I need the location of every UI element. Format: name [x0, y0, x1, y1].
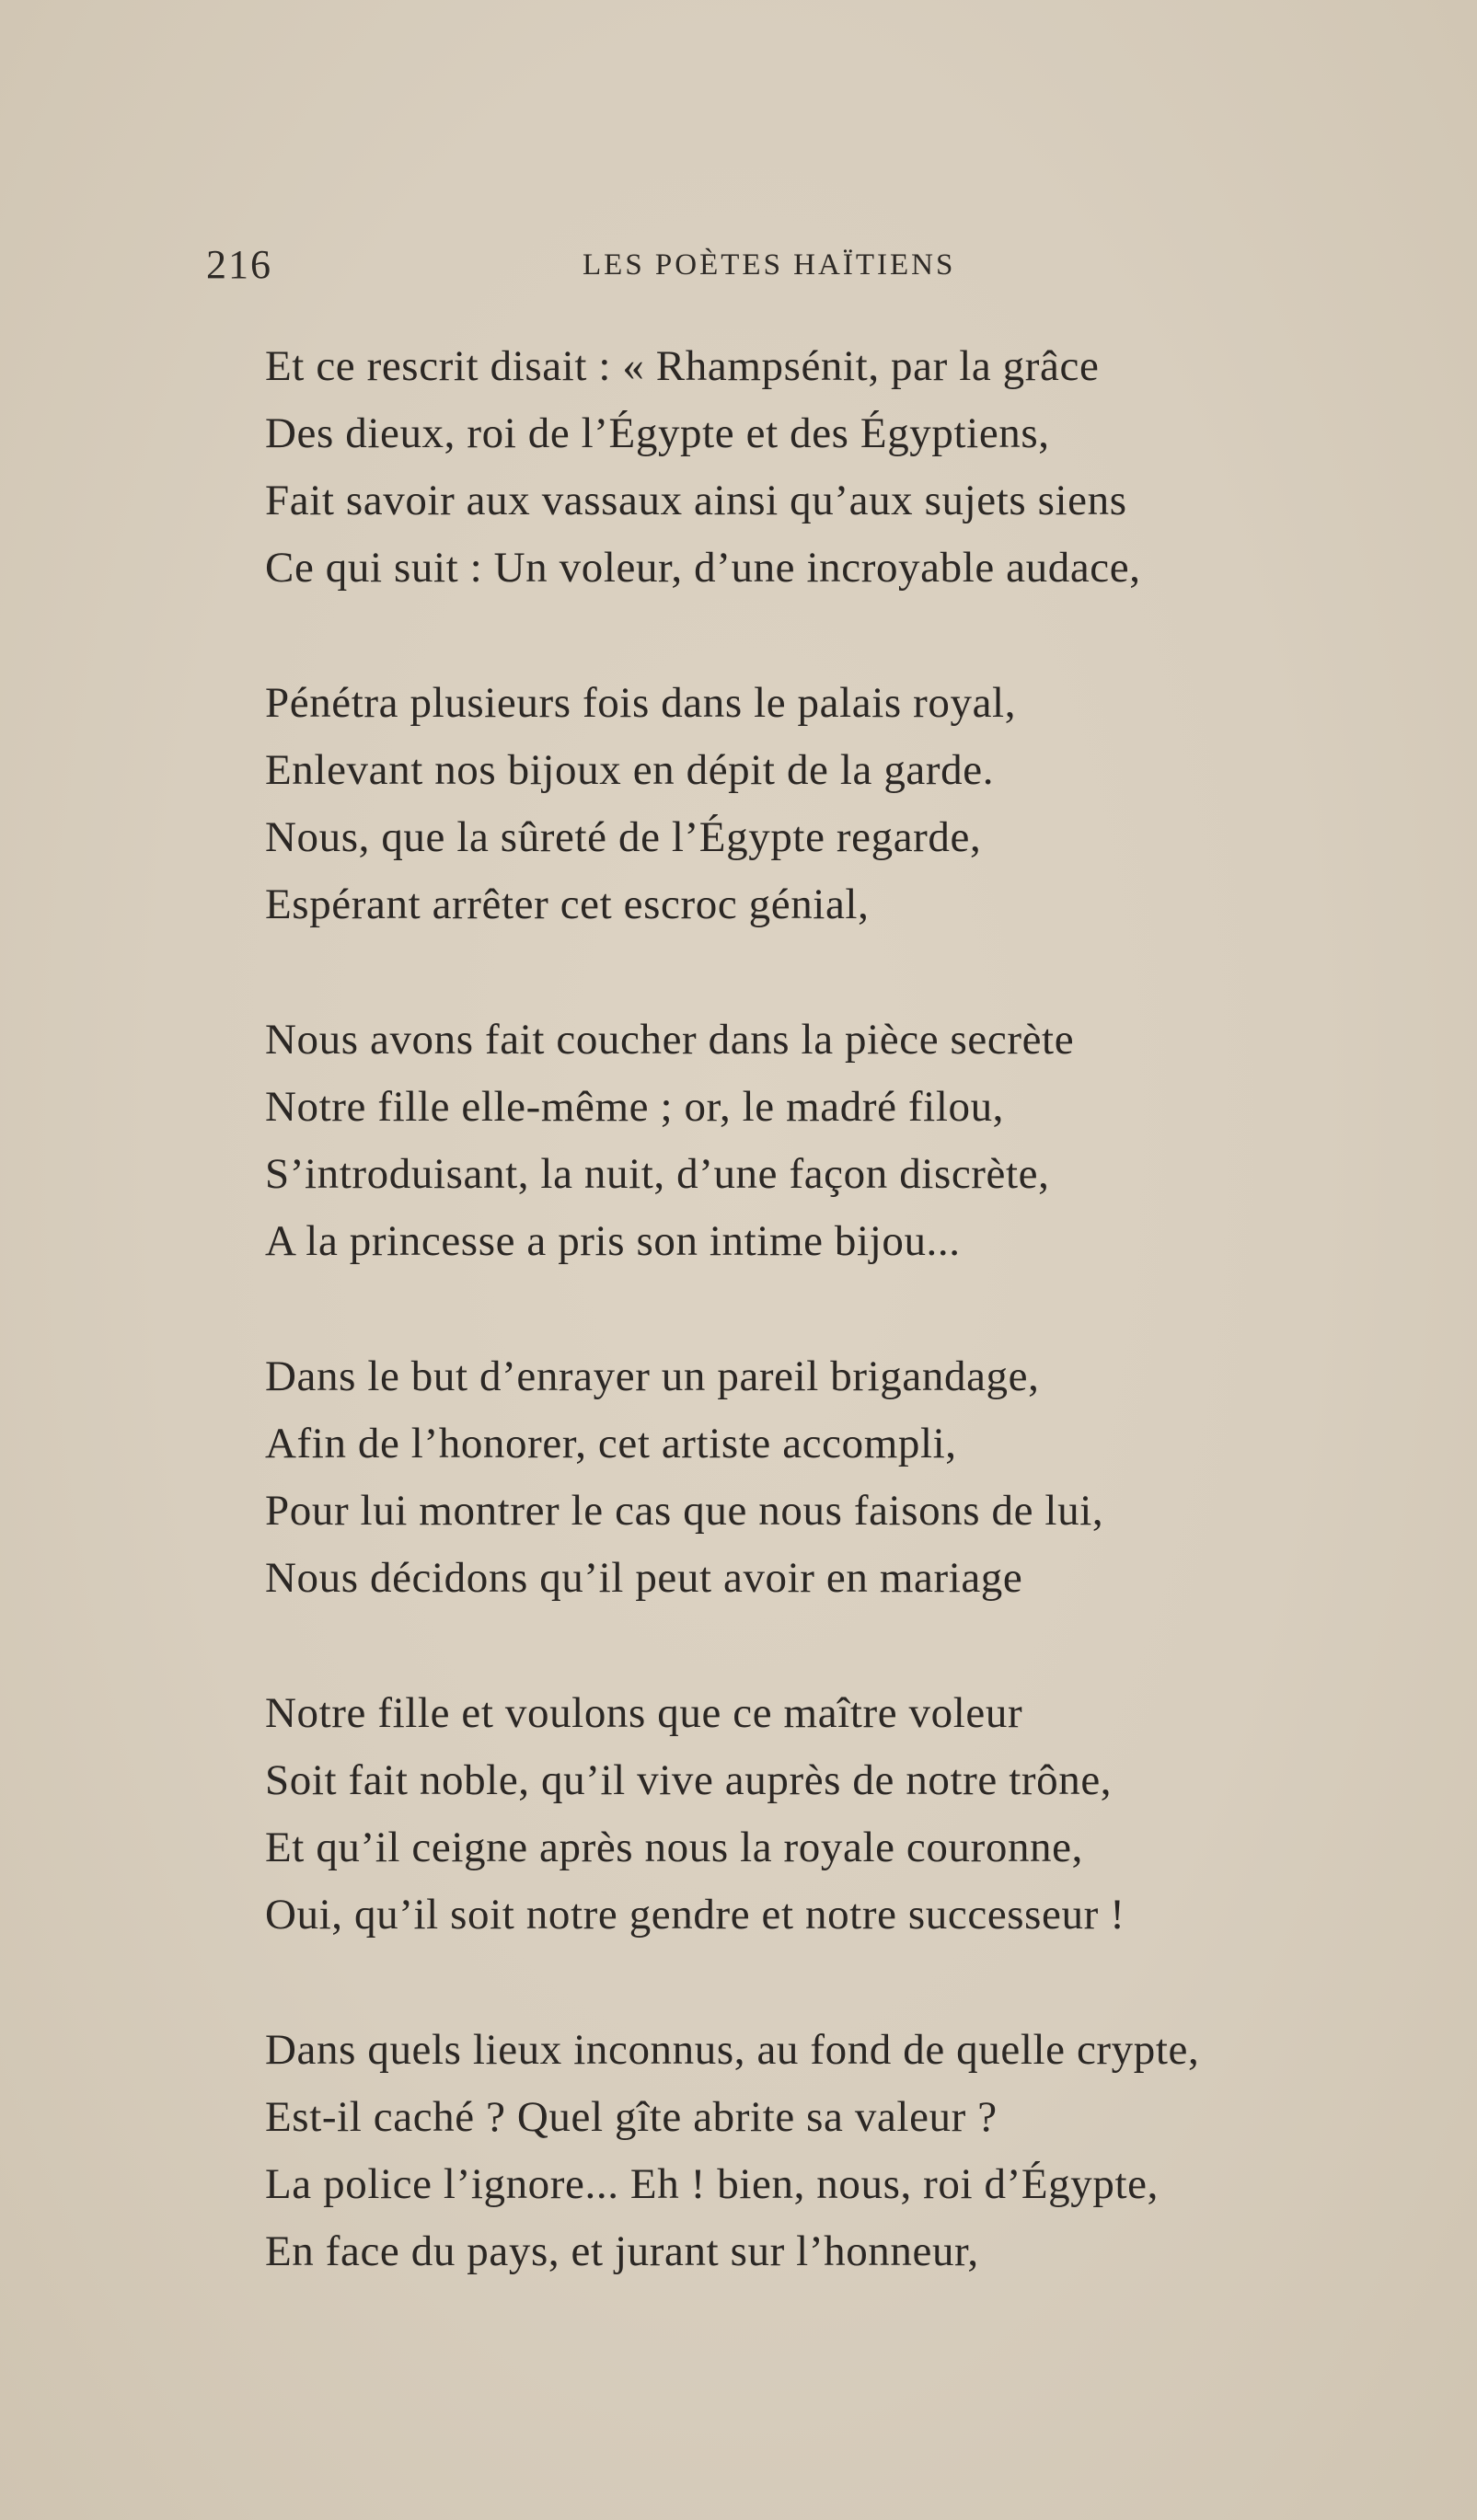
stanza — [265, 2017, 1415, 2285]
verse-line: Pour lui montrer le cas que nous faisons de lui, — [265, 1487, 1104, 1535]
stanza — [265, 1680, 1415, 1949]
verse-line: Des dieux, roi de l’Égypte et des Égyptiens, — [265, 409, 1050, 457]
verse-line: Notre fille et voulons que ce maître voleur — [265, 1689, 1023, 1737]
stanza — [265, 333, 1415, 602]
verse-line: Dans quels lieux inconnus, au fond de quelle crypte, — [265, 2026, 1200, 2074]
verse-line: Enlevant nos bijoux en dépit de la garde. — [265, 746, 995, 794]
verse-line: Ce qui suit : Un voleur, d’une incroyable audace, — [265, 544, 1141, 592]
stanza — [265, 1343, 1415, 1612]
stanza — [265, 1007, 1415, 1275]
verse-line: Nous, que la sûreté de l’Égypte regarde, — [265, 813, 982, 861]
verse-line: Et ce rescrit disait : « Rhampsénit, par la grâce — [265, 342, 1100, 390]
verse-line: Notre fille elle-même ; or, le madré filou, — [265, 1083, 1005, 1131]
verse-line: Nous décidons qu’il peut avoir en mariage — [265, 1554, 1023, 1602]
verse-line: Dans le but d’enrayer un pareil brigandage, — [265, 1352, 1040, 1400]
verse-line: A la princesse a pris son intime bijou... — [265, 1217, 961, 1265]
page-header — [0, 241, 1477, 296]
verse-line: La police l’ignore... Eh ! bien, nous, roi d’Égypte, — [265, 2160, 1159, 2208]
verse-line: Et qu’il ceigne après nous la royale couronne, — [265, 1824, 1083, 1871]
verse-line: Est-il caché ? Quel gîte abrite sa valeur ? — [265, 2093, 998, 2141]
verse-line: Soit fait noble, qu’il vive auprès de notre trône, — [265, 1756, 1113, 1804]
stanza — [265, 670, 1415, 938]
running-title: LES POÈTES HAÏTIENS — [583, 248, 956, 282]
verse-line: Espérant arrêter cet escroc génial, — [265, 880, 870, 928]
poem-body — [265, 333, 1415, 2353]
verse-line: Fait savoir aux vassaux ainsi qu’aux sujets siens — [265, 477, 1127, 524]
verse-line: S’introduisant, la nuit, d’une façon discrète, — [265, 1150, 1050, 1198]
verse-line: En face du pays, et jurant sur l’honneur, — [265, 2227, 979, 2275]
verse-line: Pénétra plusieurs fois dans le palais royal, — [265, 679, 1017, 727]
verse-line: Oui, qu’il soit notre gendre et notre successeur ! — [265, 1891, 1125, 1939]
verse-line: Nous avons fait coucher dans la pièce secrète — [265, 1016, 1075, 1064]
verse-line: Afin de l’honorer, cet artiste accompli, — [265, 1420, 957, 1467]
page-number: 216 — [206, 242, 272, 287]
